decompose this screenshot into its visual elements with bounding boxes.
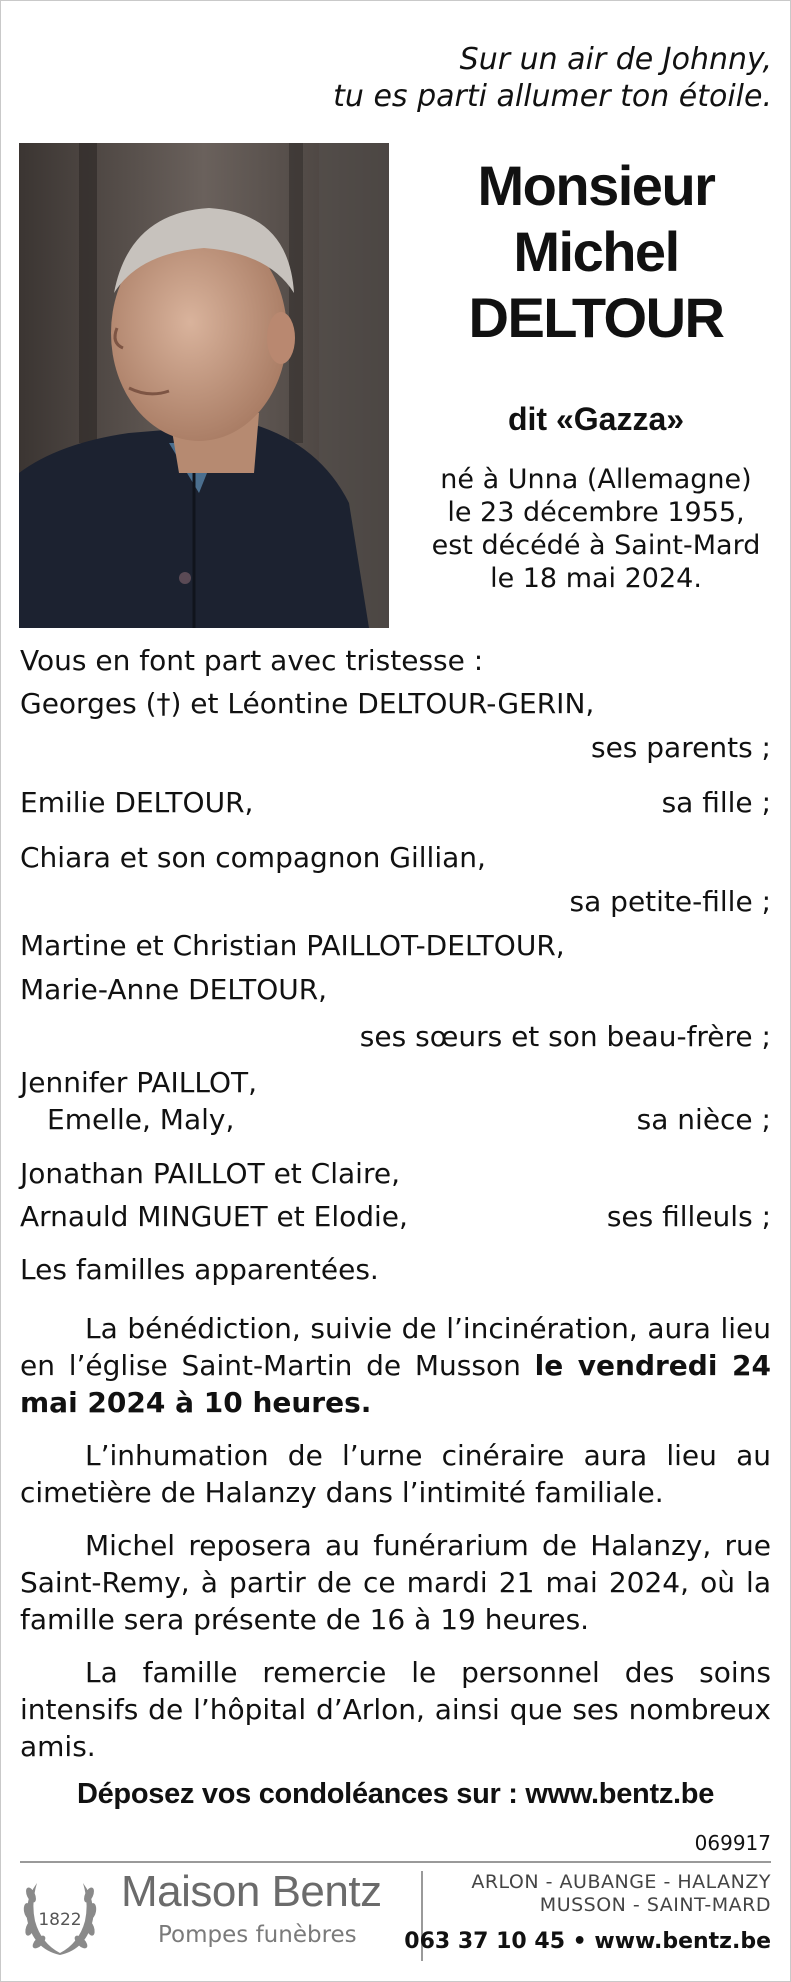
towns-list [471,1871,771,1917]
deceased-name [401,153,791,351]
family-intro: Vous en font part avec tristesse : [20,644,484,677]
relatives-line: Les familles apparentées. [20,1253,379,1286]
godchildren-name-2: Arnauld MINGUET et Elodie, [20,1200,408,1233]
sisters-name-1: Martine et Christian PAILLOT-DELTOUR, [20,929,565,962]
daughter-name: Emilie DELTOUR, [20,786,254,819]
contact-info: 063 37 10 45 • www.bentz.be [404,1929,771,1954]
birth-death-info [401,463,791,595]
towns-line-2: MUSSON - SAINT-MARD [539,1894,771,1916]
visitation-paragraph: Michel reposera au funérarium de Halanzy, rue Saint-Remy, à partir de ce mardi 21 mai 2024, où la famille sera présente de 16 à 19 heures. [20,1529,771,1636]
ceremony-text: La bénédiction, suivie de l’incinération, aura lieu en l’église Saint-Martin de Musson [20,1312,771,1382]
quote-line-1: Sur un air de Johnny, [459,42,772,77]
death-date: le 18 mai 2024. [490,563,702,594]
deceased-last-name: DELTOUR [468,286,724,349]
birth-date: le 23 décembre 1955, [447,497,745,528]
parents-names: Georges (†) et Léontine DELTOUR-GERIN, [20,687,595,720]
godchildren-relation: ses filleuls ; [606,1200,771,1233]
deceased-first-name: Michel [513,220,679,283]
godchildren-name-1: Jonathan PAILLOT et Claire, [20,1157,400,1190]
deceased-nickname: dit «Gazza» [507,401,685,437]
parents-relation: ses parents ; [590,731,771,764]
thanks-paragraph: La famille remercie le personnel des soins intensifs de l’hôpital d’Arlon, ainsi que ses nombreux amis. [20,1656,771,1763]
quote-line-2: tu es parti allumer ton étoile. [333,79,772,114]
sisters-name-2: Marie-Anne DELTOUR, [20,973,328,1006]
granddaughter-name: Chiara et son compagnon Gillian, [20,841,486,874]
condolences-line: Déposez vos condoléances sur : www.bentz.be [76,1778,715,1810]
sisters-relation: ses sœurs et son beau-frère ; [359,1020,771,1053]
granddaughter-relation: sa petite-fille ; [569,885,771,918]
reference-number: 069917 [694,1831,771,1855]
deceased-nickname-block [401,399,791,439]
birth-place: né à Unna (Allemagne) [440,464,752,495]
niece-name-1: Jennifer PAILLOT, [20,1066,258,1099]
burial-paragraph: L’inhumation de l’urne cinéraire aura lieu au cimetière de Halanzy dans l’intimité familiale. [20,1439,771,1509]
death-place: est décédé à Saint-Mard [431,530,761,561]
deceased-title: Monsieur [477,154,715,217]
epitaph-quote [333,41,772,115]
niece-name-2: Emelle, Maly, [47,1103,235,1136]
towns-line-1: ARLON - AUBANGE - HALANZY [471,1871,771,1893]
brand-subtitle: Pompes funèbres [158,1922,357,1948]
laurel-wreath-icon [19,1873,101,1959]
ceremony-date: le vendredi 24 mai 2024 à 10 heures. [20,1349,771,1419]
footer-divider [20,1861,771,1863]
seal-year: 1822 [38,1910,82,1930]
daughter-relation: sa fille ; [661,786,771,819]
niece-relation: sa nièce ; [636,1103,771,1136]
portrait-photo [19,143,389,628]
brand-name: Maison Bentz [121,1867,382,1916]
ceremony-paragraph [20,1310,771,1421]
